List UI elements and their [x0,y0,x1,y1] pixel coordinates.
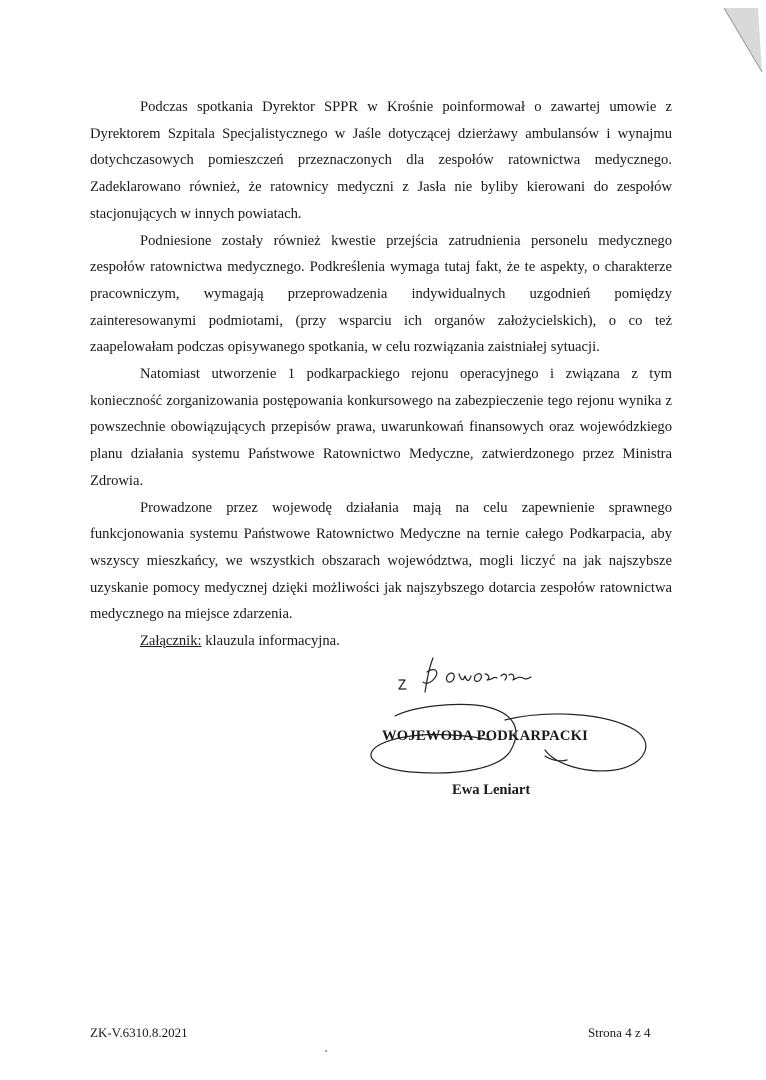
attachment-label: Załącznik: [140,633,202,650]
paragraph-1: Podczas spotkania Dyrektor SPPR w Krośnie poinformował o zawartej umowie z Dyrektorem Szpitala Specjalistycznego w Jaśle dotyczącej dzierżawy ambulansów i wynajmu dotychczasowych pomieszczeń przeznaczonych dla zespołów ratownictwa medycznego. Zadeklarowano również, że ratownicy medyczni z Jasła nie byliby kierowani do zespołów stacjonujących w innych powiatach. [90,99,672,222]
paragraph-2: Podniesione zostały również kwestie przejścia zatrudnienia personelu medycznego zespołów ratownictwa medycznego. Podkreślenia wymaga tutaj fakt, że te aspekty, o charakterze pracowniczym, wymagają przeprowadzenia indywidualnych uzgodnień pomiędzy zainteresowanymi podmiotami, (przy wsparciu ich organów założycielskich), o co też zaapelowałam podczas opisywanego spotkania, w celu rozwiązania zaistniałej sytuacji. [90,232,672,356]
letter-body [90,94,672,655]
paragraph-3: Natomiast utworzenie 1 podkarpackiego rejonu operacyjnego i związana z tym konieczność zorganizowania postępowania konkursowego na zabezpieczenie tego rejonu wynika z powszechnie obowiązujących przepisów prawa, uwarunkowań finansowych oraz wojewódzkiego planu działania systemu Państwowe Ratownictwo Medyczne, zatwierdzonego przez Ministra Zdrowia. [90,366,672,489]
signer-title: WOJEWODA PODKARPACKI [382,728,589,744]
attachment-text: klauzula informacyjna. [201,633,340,650]
document-reference: ZK-V.6310.8.2021 [90,1025,188,1040]
scan-speck [325,1050,327,1052]
signer-name: Ewa Leniart [452,782,531,798]
page-number: Strona 4 z 4 [588,1025,651,1040]
scan-corner-mark [696,0,766,80]
paragraph-4: Prowadzone przez wojewodę działania mają na celu zapewnienie sprawnego funkcjonowania systemu Państwowe Ratownictwo Medyczne na ternie całego Podkarpacia, aby wszyscy mieszkańcy, we wszystkich obszarach województwa, mogli liczyć na jak najszybsze uzyskanie pomocy medycznej dzięki możliwości jak najszybszego dotarcia zespołów ratownictwa medycznego na miejsce zdarzenia. [90,499,672,623]
signature-note-text: z poważaniem [355,650,361,651]
